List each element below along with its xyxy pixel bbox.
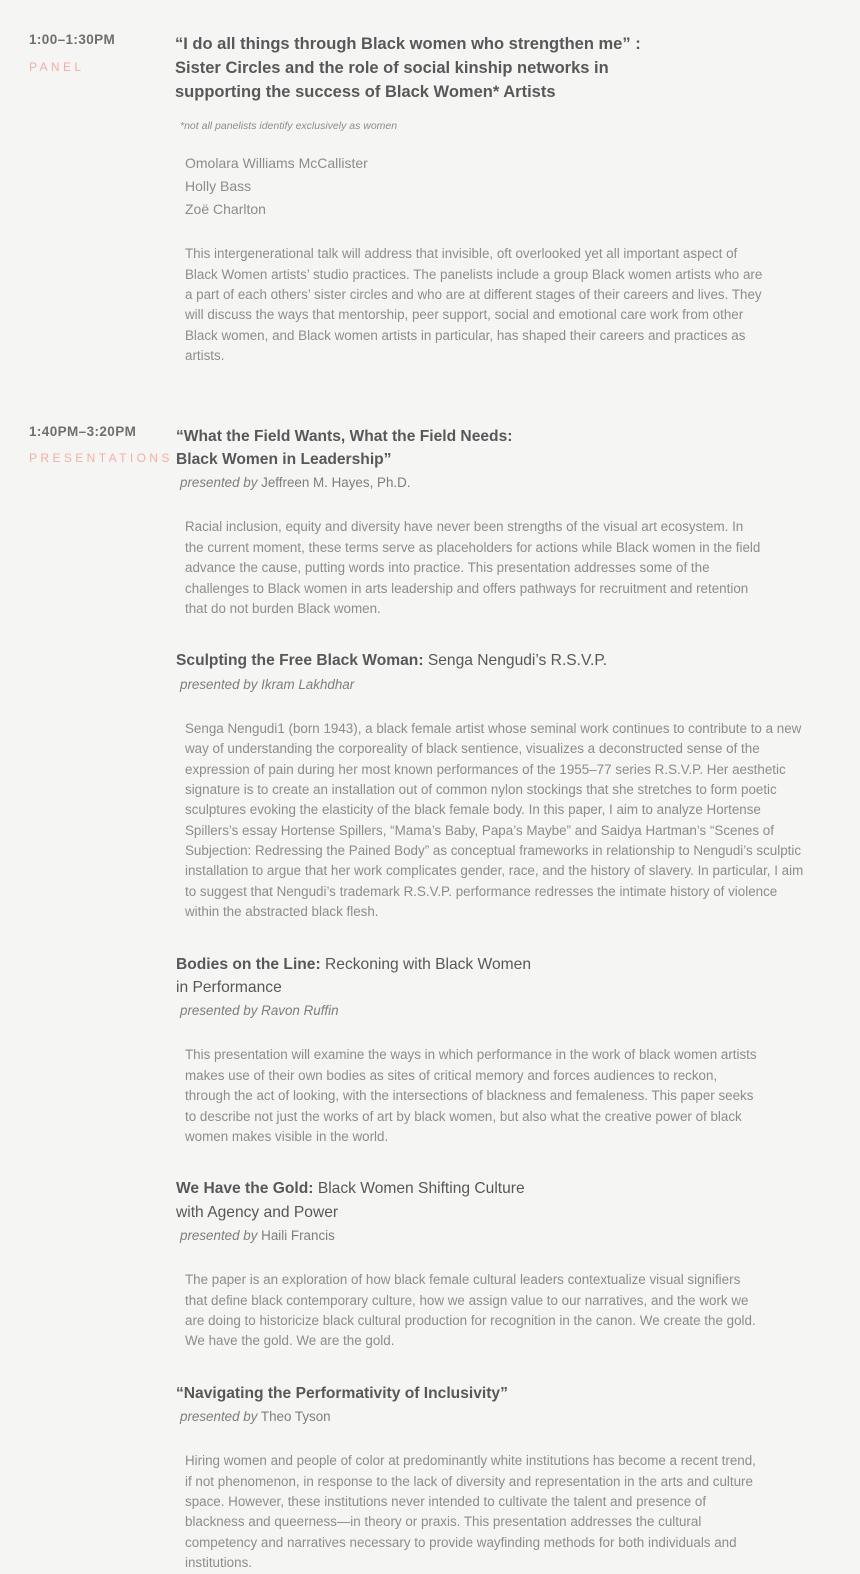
presentation-byline xyxy=(180,675,838,695)
presenter-name: Theo Tyson xyxy=(260,1409,331,1425)
presentation-abstract: Senga Nengudi1 (born 1943), a black female artist whose seminal work continues to contribute to a new way of understanding the corporeality of black sentience, visualizes a deconstructed sense of the expression of pain during her most known performances of the 1955–77 series R.S.V.P. Her aesthetic signature is to create an installation out of common nylon stockings that she stretches to form poetic sculptures evoking the elasticity of the black female body. In this paper, I aim to analyze Hortense Spillers’s essay Hortense Spillers, “Mama’s Baby, Papa’s Maybe” and Saidya Hartman’s “Scenes of Subjection: Redressing the Pained Body” as conceptual frameworks in relationship to Nengudi’s sculptic installation to argue that her work complicates gender, race, and the history of slavery. In particular, I aim to suggest that Nengudi’s trademark R.S.V.P. performance redresses the intimate history of violence within the abstracted black flesh. xyxy=(185,720,804,920)
presentation-abstract: Racial inclusion, equity and diversity have never been strengths of the visual art ecosystem. In the current moment, these terms serve as placeholders for actions while Black women in the field advance the cause, putting words into practice. This presentation addresses some of the challenges to Black women in arts leadership and offers pathways for recruitment and retention that do not burden Black women. xyxy=(185,519,761,616)
byline-label: presented by xyxy=(180,475,258,491)
presentation-byline xyxy=(180,1226,838,1246)
presentation-abstract: Hiring women and people of color at predominantly white institutions has become a recent trend, if not phenomenon, in response to the lack of diversity and representation in the arts and culture space. However, these institutions never intended to cultivate the talent and presence of blackness and queerness—in theory or praxis. This presentation addresses the cultural competency and narratives necessary to provide wayfinding methods for both individuals and institutions. xyxy=(185,1453,756,1571)
list-item: Zoë Charlton xyxy=(185,200,266,217)
top-spacer xyxy=(0,0,860,33)
byline-label: presented by xyxy=(180,676,258,692)
presentation-title xyxy=(176,1382,838,1405)
byline-label: presented by xyxy=(180,1228,258,1244)
presentation-title-rest: Black Women Shifting Culture xyxy=(313,1180,525,1198)
presentation-title-line-1 xyxy=(176,953,838,976)
presentation-entry xyxy=(176,953,838,1148)
slot-time: 1:00–1:30PM xyxy=(29,32,116,47)
panel-headline xyxy=(175,33,838,104)
presentation-title xyxy=(176,1177,838,1224)
panel-footnote: *not all panelists identify exclusively as women xyxy=(180,120,398,133)
panel-description: This intergenerational talk will address that invisible, oft overlooked yet all important aspect of Black Women artists’ studio practices. The panelists include a group Black women artists who are a part of each others’ sister circles and who are at different stages of their careers and lives. They will discuss the ways that mentorship, peer support, social and emotional care work from other Black women, and Black women artists in particular, has shaped their careers and practices as artists. xyxy=(185,246,763,364)
panelist-list xyxy=(180,152,838,220)
slot-time: 1:40PM–3:20PM xyxy=(29,423,137,439)
slot-kind-badge: PANEL xyxy=(29,59,85,74)
presenter-name: Ravon Ruffin xyxy=(261,1003,339,1019)
presenter-name: Jeffreen M. Hayes, Ph.D. xyxy=(261,475,411,491)
presenter-name: Ikram Lakhdhar xyxy=(261,676,355,692)
slot-meta-presentations xyxy=(0,425,180,466)
presentation-title-line-1 xyxy=(176,1177,838,1200)
list-item: Omolara Williams McCallister xyxy=(185,154,368,171)
presentation-byline xyxy=(180,1407,838,1427)
presentation-title xyxy=(176,425,838,472)
presentation-title-line-2: Black Women in Leadership” xyxy=(176,450,392,468)
panel-headline-line-3: supporting the success of Black Women* Artists xyxy=(175,82,556,101)
slot-spacer xyxy=(0,367,860,425)
presentation-abstract: This presentation will examine the ways in which performance in the work of black women artists makes use of their own bodies as sites of critical memory and forces audiences to reckon, through the act of looking, with the intersections of blackness and femaleness. This paper seeks to describe not just the works of art by black women, but also what the creative power of black women makes visible in the world. xyxy=(185,1047,757,1144)
slot-meta-panel xyxy=(0,33,180,74)
presentation-title xyxy=(176,649,838,672)
presentation-title-lead: We Have the Gold: xyxy=(176,1180,314,1198)
slot-body-presentations xyxy=(176,425,860,1574)
panel-headline-line-2: Sister Circles and the role of social kinship networks in xyxy=(175,58,609,77)
schedule-slot-panel xyxy=(0,33,860,367)
presentation-title-lead: Bodies on the Line: xyxy=(176,955,321,973)
presentation-entry xyxy=(176,649,838,922)
panel-headline-line-1: “I do all things through Black women who strengthen me” : xyxy=(175,35,641,53)
schedule-slot-presentations xyxy=(0,425,860,1574)
presentation-entry xyxy=(176,1382,838,1574)
presentation-title-line-2: in Performance xyxy=(176,978,282,996)
slot-body-panel xyxy=(175,33,860,367)
presentation-entry xyxy=(176,425,838,620)
presenter-name: Haili Francis xyxy=(261,1228,335,1244)
presentation-title-rest: Reckoning with Black Women xyxy=(320,955,532,973)
presentation-byline xyxy=(180,473,838,493)
byline-label: presented by xyxy=(180,1409,258,1425)
slot-kind-badge: PRESENTATIONS xyxy=(29,451,173,466)
byline-label: presented by xyxy=(180,1003,258,1019)
list-item: Holly Bass xyxy=(185,177,252,194)
presentation-title xyxy=(176,953,838,1000)
presentation-title-lead: Sculpting the Free Black Woman: xyxy=(176,652,424,670)
presentation-byline xyxy=(180,1001,838,1021)
presentation-abstract: The paper is an exploration of how black female cultural leaders contextualize visual signifiers that define black contemporary culture, how we assign value to our narratives, and the work we are doing to historicize black cultural production for recognition in the canon. We create the gold. We have the gold. We are the gold. xyxy=(185,1272,756,1349)
presentation-title-lead: “Navigating the Performativity of Inclusivity” xyxy=(176,1384,508,1402)
presentation-title-rest: Senga Nengudi’s R.S.V.P. xyxy=(423,652,608,670)
presentation-title-line-2: with Agency and Power xyxy=(176,1203,339,1221)
presentation-entry xyxy=(176,1177,838,1351)
presentation-title-line-1: “What the Field Wants, What the Field Needs: xyxy=(176,427,513,445)
